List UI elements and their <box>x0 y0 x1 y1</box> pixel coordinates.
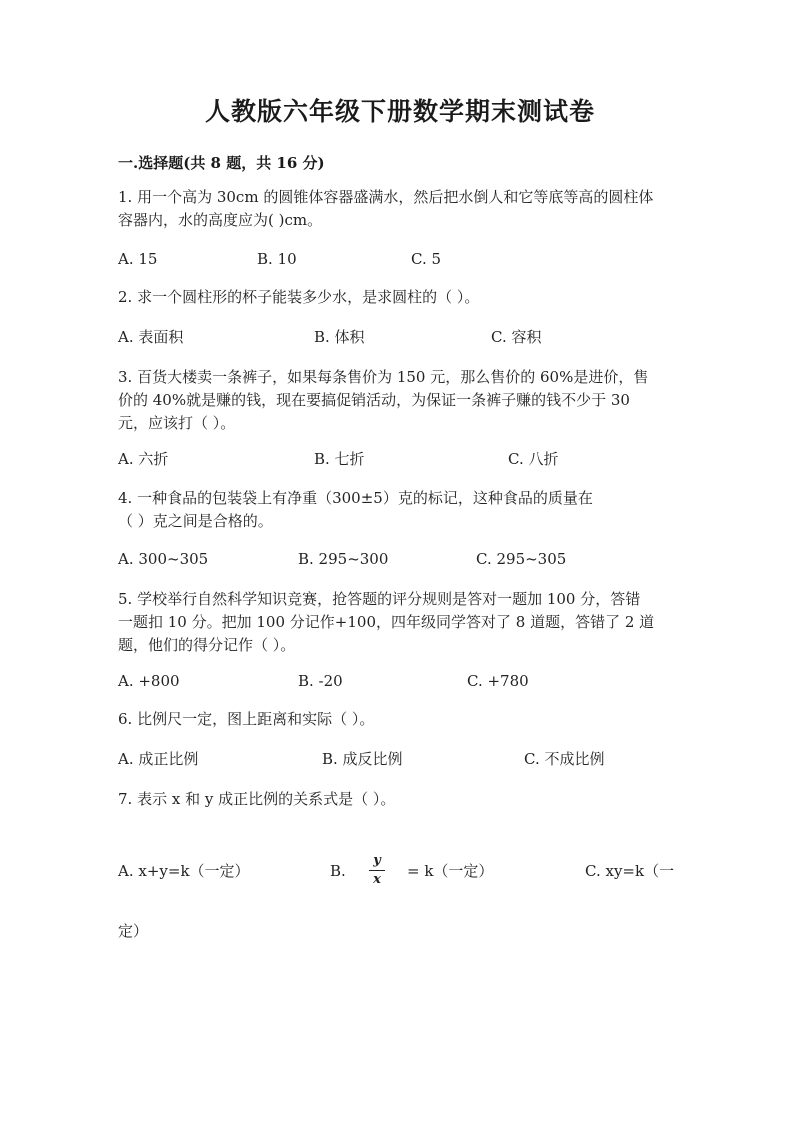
question-2 <box>118 286 684 309</box>
question-text-line: 4. 一种食品的包装袋上有净重（300±5）克的标记，这种食品的质量在 <box>118 489 593 507</box>
question-text-line: 容器内，水的高度应为( )cm。 <box>118 211 323 229</box>
question-7 <box>118 788 684 811</box>
option-a: A. +800 <box>118 672 180 690</box>
option-c: C. 八折 <box>508 450 559 468</box>
option-b: B. 体积 <box>314 328 365 346</box>
option-a: A. x+y=k（一定） <box>118 862 250 880</box>
question-text-line: 2. 求一个圆柱形的杯子能装多少水，是求圆柱的（ ）。 <box>118 288 480 306</box>
page-title: 人教版六年级下册数学期末测试卷 <box>204 97 595 126</box>
option-a: A. 成正比例 <box>118 750 199 768</box>
option-b-label: B. <box>330 862 346 880</box>
fraction-numerator: y <box>373 853 381 868</box>
option-c-continued: 定） <box>118 922 149 940</box>
option-b: B. 10 <box>257 250 297 268</box>
option-c: C. 295~305 <box>476 550 567 568</box>
option-b: B. -20 <box>298 672 343 690</box>
question-text-line: 一题扣 10 分。把加 100 分记作+100，四年级同学答对了 8 道题，答错了 2 道 <box>118 613 655 631</box>
question-text-line: 题，他们的得分记作（ ）。 <box>118 636 296 654</box>
question-text-line: （ ）克之间是合格的。 <box>118 512 273 530</box>
option-a: A. 六折 <box>118 450 169 468</box>
fraction-bar <box>369 870 385 871</box>
option-c: C. xy=k（一 <box>585 862 675 880</box>
question-text-line: 价的 40%就是赚的钱，现在要搞促销活动，为保证一条裤子赚的钱不少于 30 <box>118 391 630 409</box>
fraction-denominator: x <box>373 872 381 887</box>
question-text-line: 5. 学校举行自然科学知识竞赛，抢答题的评分规则是答对一题加 100 分，答错 <box>118 590 641 608</box>
question-text-line: 6. 比例尺一定，图上距离和实际（ ）。 <box>118 710 375 728</box>
question-text-line: 7. 表示 x 和 y 成正比例的关系式是（ ）。 <box>118 790 396 808</box>
question-3 <box>118 366 684 435</box>
option-b: B. 七折 <box>314 450 365 468</box>
fraction-y-over-x <box>368 854 386 887</box>
option-a: A. 15 <box>118 250 158 268</box>
section-heading: 一.选择题(共 8 题，共 16 分) <box>118 154 325 172</box>
option-c: C. +780 <box>467 672 529 690</box>
option-c: C. 容积 <box>491 328 542 346</box>
option-a: A. 表面积 <box>118 328 184 346</box>
option-b-text: = k（一定） <box>407 862 494 880</box>
option-b: B. 成反比例 <box>322 750 403 768</box>
option-b: B. 295~300 <box>298 550 389 568</box>
question-5 <box>118 588 684 657</box>
question-4 <box>118 487 684 533</box>
question-6 <box>118 708 684 731</box>
question-text-line: 3. 百货大楼卖一条裤子，如果每条售价为 150 元，那么售价的 60%是进价，售 <box>118 368 649 386</box>
question-text-line: 1. 用一个高为 30cm 的圆锥体容器盛满水，然后把水倒人和它等底等高的圆柱体 <box>118 188 654 206</box>
question-text-line: 元，应该打（ ）。 <box>118 414 236 432</box>
option-c: C. 不成比例 <box>524 750 605 768</box>
option-a: A. 300~305 <box>118 550 209 568</box>
option-c: C. 5 <box>411 250 442 268</box>
question-1 <box>118 186 684 232</box>
